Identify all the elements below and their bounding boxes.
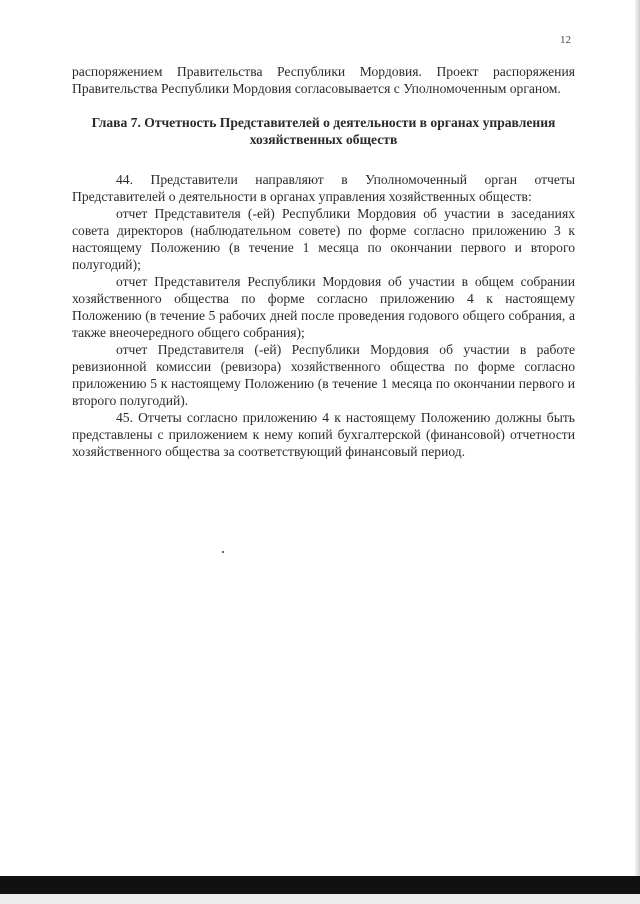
- list-item-report-audit-commission: отчет Представителя (-ей) Республики Мордовия об участии в работе ревизионной комиссии (ревизора) хозяйственного общества по форме согласно приложению 5 к настоящему Положению (в течение 1 месяца по окончании первого и второго полугодий).: [72, 342, 575, 408]
- paragraph-45: 45. Отчеты согласно приложению 4 к настоящему Положению должны быть представлены с приложением к нему копий бухгалтерской (финансовой) отчетности хозяйственного общества за соответствующий финансовый период.: [72, 410, 575, 459]
- scan-edge-right: [635, 0, 640, 904]
- paragraph-44: 44. Представители направляют в Уполномоченный орган отчеты Представителей о деятельности в органах управления хозяйственных обществ:: [72, 172, 575, 204]
- page-number: 12: [560, 34, 571, 46]
- list-item-report-general-meeting: отчет Представителя Республики Мордовия об участии в общем собрании хозяйственного общества по форме согласно приложению 4 к настоящему Положению (в течение 5 рабочих дней после проведения годового общего собрания, а также внеочередного общего собрания);: [72, 274, 575, 340]
- scan-edge-bottom: [0, 876, 640, 894]
- chapter-title: Глава 7. Отчетность Представителей о деятельности в органах управления хозяйственных обществ: [91, 115, 556, 147]
- scan-edge-bottom-shadow: [0, 894, 640, 904]
- document-body: [72, 63, 575, 460]
- scan-speck: [222, 551, 224, 553]
- intro-paragraph: распоряжением Правительства Республики Мордовия. Проект распоряжения Правительства Республики Мордовия согласовывается с Уполномоченным органом.: [72, 64, 575, 96]
- list-item-report-board: отчет Представителя (-ей) Республики Мордовия об участии в заседаниях совета директоров (наблюдательном совете) по форме согласно приложению 3 к настоящему Положению (в течение 1 месяца по окончании первого и второго полугодий);: [72, 206, 575, 272]
